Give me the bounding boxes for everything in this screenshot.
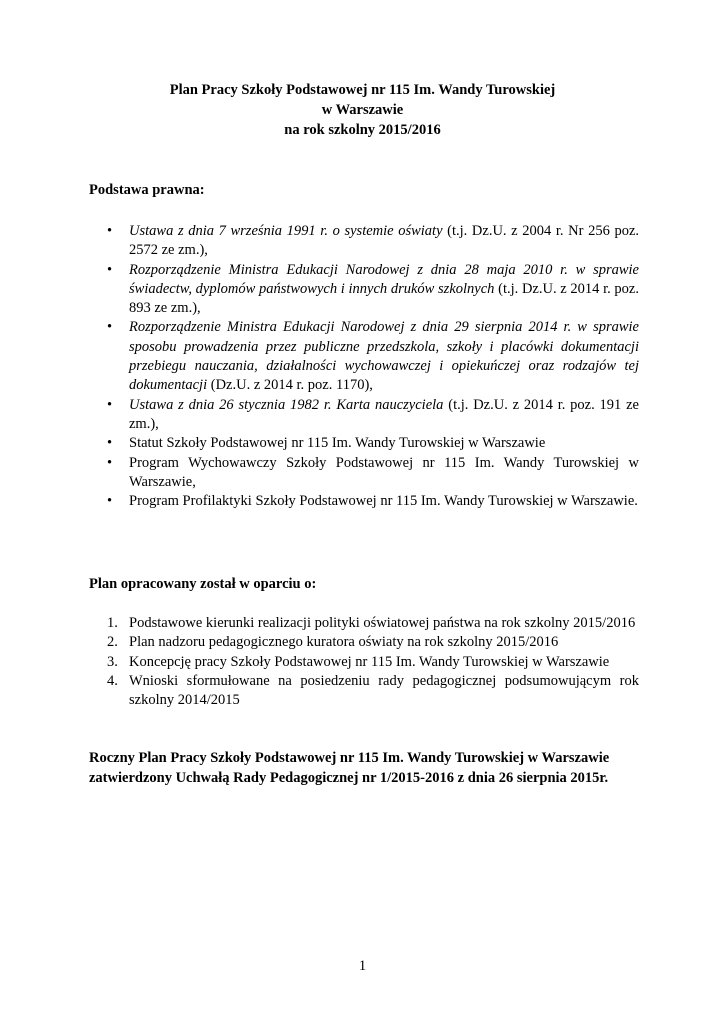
item-text: Wnioski sformułowane na posiedzeniu rady pedagogicznej podsumowującym rok szkolny 2014/2015 (129, 672, 639, 709)
bullet-icon: • (107, 319, 113, 336)
list-item (89, 434, 639, 453)
legal-act-title: Rozporządzenie Ministra Edukacji Narodowej z dnia 29 sierpnia 2014 r. w sprawie sposobu prowadzenia przez publiczne przedszkola, szkoły i placówki dokumentacji przebiegu nauczania, działalności wychowawczej i opiekuńczej oraz rodzajów tej dokumentacji (129, 319, 639, 394)
list-item (89, 318, 639, 395)
list-item (89, 653, 639, 672)
document-title (0, 80, 725, 140)
legal-act-title: Ustawa z dnia 26 stycznia 1982 r. Karta nauczyciela (129, 396, 444, 413)
list-item (89, 614, 639, 633)
list-item (89, 633, 639, 652)
list-item (89, 222, 639, 261)
list-item (89, 454, 639, 493)
bullet-icon: • (107, 396, 113, 413)
based-on-list (89, 614, 639, 710)
legal-basis-heading: Podstawa prawna: (89, 182, 205, 198)
bullet-icon: • (107, 493, 113, 510)
bullet-icon: • (107, 223, 113, 239)
bullet-icon: • (107, 435, 113, 452)
item-number: 3. (107, 653, 118, 670)
bullet-icon: • (107, 261, 113, 278)
document-reference: Program Profilaktyki Szkoły Podstawowej nr 115 Im. Wandy Turowskiej w Warszawie. (129, 493, 638, 510)
legal-act-reference: (Dz.U. z 2014 r. poz. 1170), (207, 377, 373, 394)
title-line-1: Plan Pracy Szkoły Podstawowej nr 115 Im. Wandy Turowskiej (169, 82, 556, 98)
legal-act-title: Ustawa z dnia 7 września 1991 r. o systemie oświaty (129, 223, 443, 239)
item-number: 4. (107, 672, 118, 689)
approval-statement: Roczny Plan Pracy Szkoły Podstawowej nr 115 Im. Wandy Turowskiej w Warszawie zatwierdzony Uchwałą Rady Pedagogicznej nr 1/2015-2016 z dnia 26 sierpnia 2015r. (89, 750, 610, 786)
based-on-heading: Plan opracowany został w oparciu o: (89, 576, 317, 592)
document-reference: Program Wychowawczy Szkoły Podstawowej nr 115 Im. Wandy Turowskiej w Warszawie, (129, 454, 639, 490)
item-number: 2. (107, 634, 118, 651)
item-number: 1. (107, 615, 118, 631)
list-item (89, 396, 639, 435)
legal-act-reference: (t.j. Dz.U. z 2014 r. poz. 191 ze zm.), (129, 396, 639, 432)
item-text: Koncepcję pracy Szkoły Podstawowej nr 115 Im. Wandy Turowskiej w Warszawie (129, 653, 610, 670)
item-text: Podstawowe kierunki realizacji polityki oświatowej państwa na rok szkolny 2015/2016 (129, 615, 636, 631)
page-number: 1 (358, 958, 367, 974)
title-line-2: w Warszawie (321, 102, 404, 118)
list-item (89, 261, 639, 319)
document-reference: Statut Szkoły Podstawowej nr 115 Im. Wandy Turowskiej w Warszawie (129, 435, 546, 452)
list-item (89, 672, 639, 711)
bullet-icon: • (107, 454, 113, 471)
list-item (89, 492, 639, 511)
legal-basis-list (89, 222, 639, 511)
legal-act-reference: (t.j. Dz.U. z 2004 r. Nr 256 poz. 2572 ze zm.), (129, 223, 640, 259)
title-line-3: na rok szkolny 2015/2016 (284, 122, 441, 138)
legal-act-reference: (t.j. Dz.U. z 2014 r. poz. 893 ze zm.), (129, 280, 639, 317)
legal-act-title: Rozporządzenie Ministra Edukacji Narodowej z dnia 28 maja 2010 r. w sprawie świadectw, dyplomów państwowych i innych druków szkolnych (129, 261, 639, 297)
item-text: Plan nadzoru pedagogicznego kuratora oświaty na rok szkolny 2015/2016 (129, 634, 559, 651)
